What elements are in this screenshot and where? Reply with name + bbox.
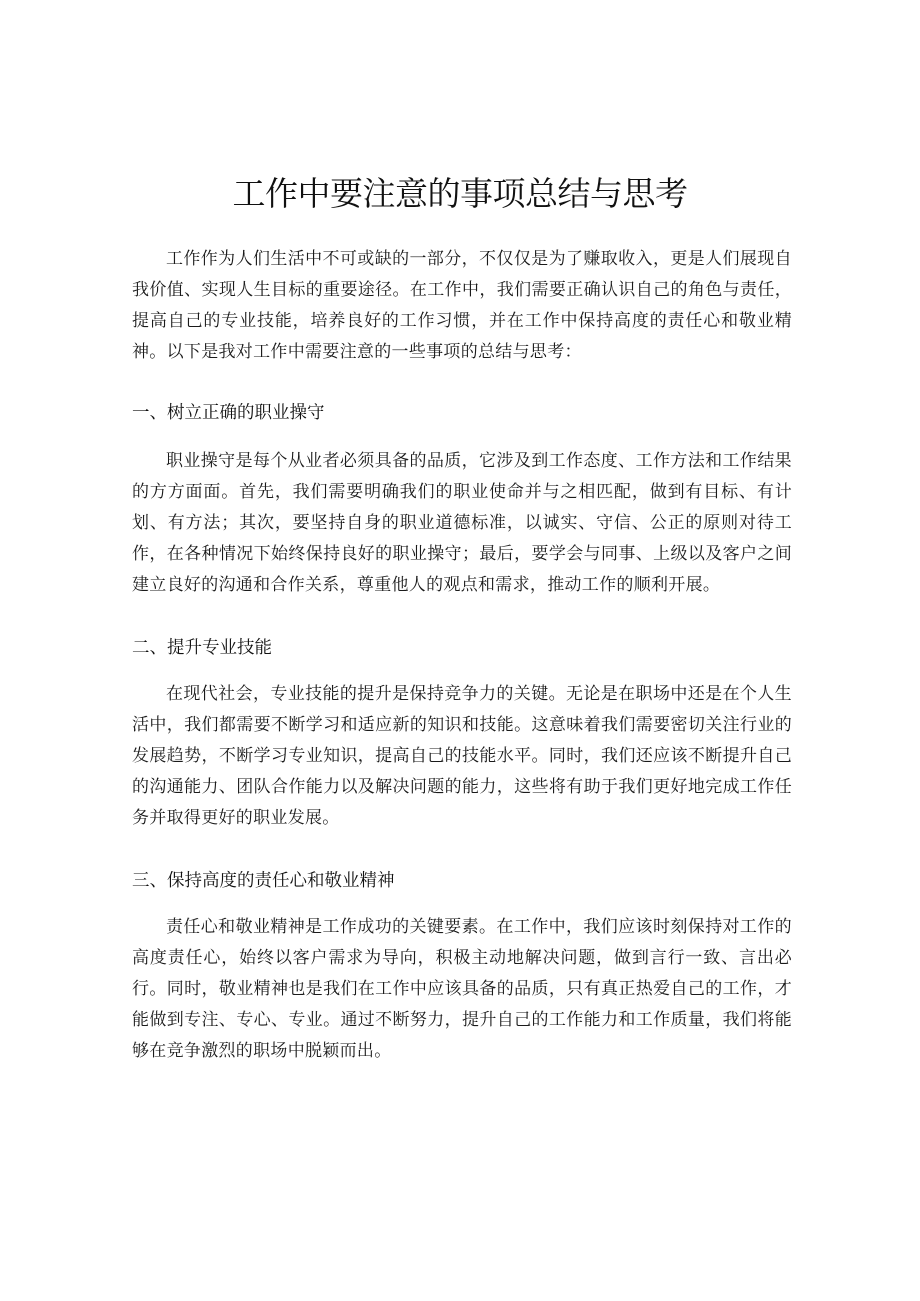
section-heading-2: 二、提升专业技能	[132, 638, 272, 658]
section-paragraph-2: 在现代社会，专业技能的提升是保持竞争力的关键。无论是在职场中还是在个人生活中，我们都需要不断学习和适应新的知识和技能。这意味着我们需要密切关注行业的发展趋势，不断学习专业知识，提高自己的技能水平。同时，我们还应该不断提升自己的沟通能力、团队合作能力以及解决问题的能力，这些将有助于我们更好地完成工作任务并取得更好的职业发展。	[132, 684, 792, 828]
intro-paragraph: 工作作为人们生活中不可或缺的一部分，不仅仅是为了赚取收入，更是人们展现自我价值、实现人生目标的重要途径。在工作中，我们需要正确认识自己的角色与责任，提高自己的专业技能，培养良好的工作习惯，并在工作中保持高度的责任心和敬业精神。以下是我对工作中需要注意的一些事项的总结与思考：	[132, 249, 792, 362]
section-heading-1: 一、树立正确的职业操守	[132, 403, 325, 423]
document-title: 工作中要注意的事项总结与思考	[232, 174, 688, 213]
section-paragraph-3: 责任心和敬业精神是工作成功的关键要素。在工作中，我们应该时刻保持对工作的高度责任心，始终以客户需求为导向，积极主动地解决问题，做到言行一致、言出必行。同时，敬业精神也是我们在工作中应该具备的品质，只有真正热爱自己的工作，才能做到专注、专心、专业。通过不断努力，提升自己的工作能力和工作质量，我们将能够在竞争激烈的职场中脱颖而出。	[132, 917, 792, 1061]
section-paragraph-1: 职业操守是每个从业者必须具备的品质，它涉及到工作态度、工作方法和工作结果的方方面面。首先，我们需要明确我们的职业使命并与之相匹配，做到有目标、有计划、有方法；其次，要坚持自身的职业道德标准，以诚实、守信、公正的原则对待工作，在各种情况下始终保持良好的职业操守；最后，要学会与同事、上级以及客户之间建立良好的沟通和合作关系，尊重他人的观点和需求，推动工作的顺利开展。	[132, 451, 792, 595]
document-body	[132, 244, 792, 1067]
section-heading-3: 三、保持高度的责任心和敬业精神	[132, 871, 395, 891]
